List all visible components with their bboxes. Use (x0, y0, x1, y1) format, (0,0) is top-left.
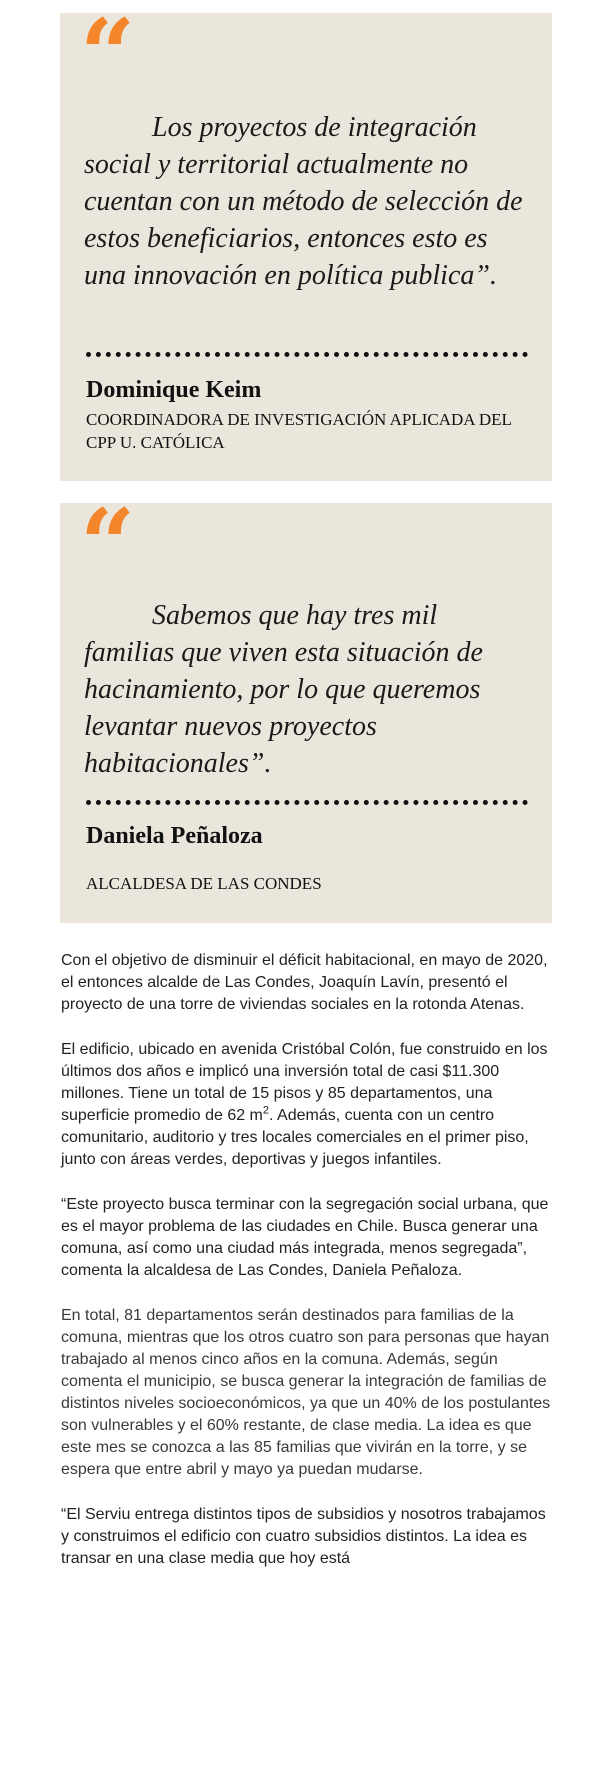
quote-text: Sabemos que hay tres mil familias que viven esta situación de hacinamiento, por lo que queremos levantar nuevos proyectos habitacionales”. (84, 600, 483, 779)
article-paragraph: Con el objetivo de disminuir el déficit habitacional, en mayo de 2020, el entonces alcalde de Las Condes, Joaquín Lavín, presentó el proyecto de una torre de viviendas sociales en la rotonda Atenas. (61, 952, 548, 1013)
quote-author-name: Daniela Peñaloza (86, 823, 263, 849)
quote-author-name: Dominique Keim (86, 377, 262, 403)
dotted-divider (86, 352, 528, 357)
article-body (61, 950, 556, 1593)
quote-mark-icon: “ (80, 488, 136, 601)
article-paragraph: El edificio, ubicado en avenida Cristóbal Colón, fue construido en los últimos dos años e implicó una inversión total de casi $11.300 millones. Tiene un total de 15 pisos y 85 departamentos, una superficie promedio de 62 $m^2$. Además, cuenta con un centro comunitario, auditorio y tres locales comerciales en el primer piso, junto con áreas verdes, deportivas y juegos infantiles. (61, 1041, 548, 1168)
article-paragraph: “Este proyecto busca terminar con la segregación social urbana, que es el mayor problema de las ciudades en Chile. Busca generar una comuna, así como una ciudad más integrada, menos segregada”, comenta la alcaldesa de Las Condes, Daniela Peñaloza. (61, 1196, 549, 1279)
quote-author-role: COORDINADORA DE INVESTIGACIÓN APLICADA DEL CPP U. CATÓLICA (86, 410, 512, 452)
quote-text: Los proyectos de integración social y territorial actualmente no cuentan con un método de selección de estos beneficiarios, entonces esto es una innovación en política publica”. (84, 112, 523, 291)
pull-quote-2 (60, 488, 552, 923)
pull-quote-1 (60, 0, 552, 481)
superscript: 2 (262, 1104, 270, 1117)
quote-author-role: ALCALDESA DE LAS CONDES (86, 874, 322, 893)
dotted-divider (86, 800, 528, 805)
article-paragraph: “El Serviu entrega distintos tipos de subsidios y nosotros trabajamos y construimos el edificio con cuatro subsidios distintos. La idea es transar en una clase media que hoy está (61, 1506, 546, 1567)
article-paragraph: En total, 81 departamentos serán destinados para familias de la comuna, mientras que los otros cuatro son para personas que hayan trabajado al menos cinco años en la comuna. Además, según comenta el municipio, se busca generar la integración de familias de distintos niveles socioeconómicos, ya que un 40% de los postulantes son vulnerables y el 60% restante, de clase media. La idea es que este mes se conozca a las 85 familias que vivirán en la torre, y se espera que entre abril y mayo ya puedan mudarse. (61, 1307, 551, 1478)
quote-mark-icon: “ (80, 0, 136, 111)
